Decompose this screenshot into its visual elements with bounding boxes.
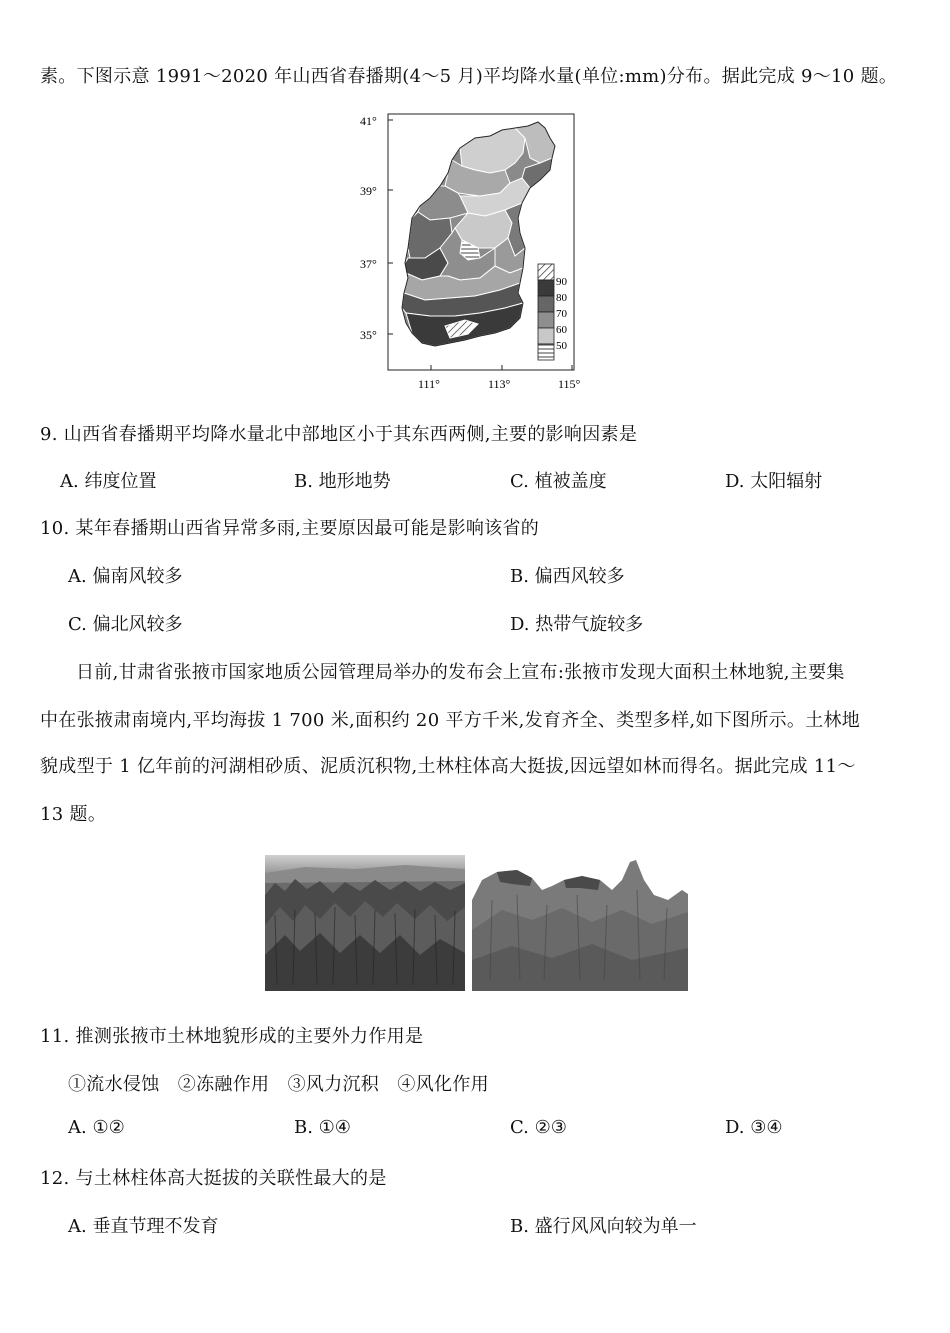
lon-label: 113° bbox=[488, 377, 511, 391]
intro-text: 素。下图示意 1991～2020 年山西省春播期(4～5 月)平均降水量(单位:mm)分布。据此完成 9～10 题。 bbox=[40, 66, 898, 87]
q10-option-b[interactable]: B. 偏西风较多 bbox=[510, 566, 625, 587]
q12-stem: 12. 与土林柱体高大挺拔的关联性最大的是 bbox=[40, 1168, 387, 1189]
q9-option-d[interactable]: D. 太阳辐射 bbox=[725, 471, 823, 492]
earth-forest-photo-right bbox=[472, 850, 688, 991]
q9-stem: 9. 山西省春播期平均降水量北中部地区小于其东西两侧,主要的影响因素是 bbox=[40, 424, 638, 445]
q9-option-b[interactable]: B. 地形地势 bbox=[294, 471, 391, 492]
legend-label: 90 bbox=[556, 276, 567, 288]
passage-line: 貌成型于 1 亿年前的河湖相砂质、泥质沉积物,土林柱体高大挺拔,因远望如林而得名。据此完成 11～ bbox=[40, 756, 856, 777]
lat-label: 39° bbox=[360, 184, 377, 198]
q10-option-d[interactable]: D. 热带气旋较多 bbox=[510, 614, 644, 635]
q10-option-c[interactable]: C. 偏北风较多 bbox=[68, 614, 183, 635]
legend-label: 70 bbox=[556, 308, 567, 320]
q9-option-a[interactable]: A. 纬度位置 bbox=[60, 471, 157, 492]
lat-label: 41° bbox=[360, 114, 377, 128]
map-legend bbox=[538, 264, 554, 360]
passage-line: 13 题。 bbox=[40, 804, 107, 825]
q11-option-a[interactable]: A. ①② bbox=[68, 1117, 125, 1138]
q11-choices: ①流水侵蚀 ②冻融作用 ③风力沉积 ④风化作用 bbox=[68, 1074, 489, 1095]
lat-label: 35° bbox=[360, 328, 377, 342]
q11-option-b[interactable]: B. ①④ bbox=[294, 1117, 351, 1138]
legend-label: 60 bbox=[556, 324, 567, 336]
q12-option-a[interactable]: A. 垂直节理不发育 bbox=[68, 1216, 219, 1237]
q11-stem: 11. 推测张掖市土林地貌形成的主要外力作用是 bbox=[40, 1026, 424, 1047]
q11-option-c[interactable]: C. ②③ bbox=[510, 1117, 567, 1138]
lon-label: 115° bbox=[558, 377, 581, 391]
q9-option-c[interactable]: C. 植被盖度 bbox=[510, 471, 607, 492]
passage-line: 中在张掖肃南境内,平均海拔 1 700 米,面积约 20 平方千米,发育齐全、类型多样,如下图所示。土林地 bbox=[40, 710, 861, 731]
lat-label: 37° bbox=[360, 257, 377, 271]
legend-label: 80 bbox=[556, 292, 567, 304]
earth-forest-photo-left bbox=[265, 855, 465, 991]
q10-option-a[interactable]: A. 偏南风较多 bbox=[68, 566, 183, 587]
passage-line: 日前,甘肃省张掖市国家地质公园管理局举办的发布会上宣布:张掖市发现大面积土林地貌,主要集 bbox=[76, 662, 845, 683]
shanxi-precipitation-map bbox=[340, 108, 600, 398]
legend-label: 50 bbox=[556, 340, 567, 352]
q12-option-b[interactable]: B. 盛行风风向较为单一 bbox=[510, 1216, 697, 1237]
q10-stem: 10. 某年春播期山西省异常多雨,主要原因最可能是影响该省的 bbox=[40, 518, 540, 539]
lon-label: 111° bbox=[418, 377, 440, 391]
q11-option-d[interactable]: D. ③④ bbox=[725, 1117, 783, 1138]
